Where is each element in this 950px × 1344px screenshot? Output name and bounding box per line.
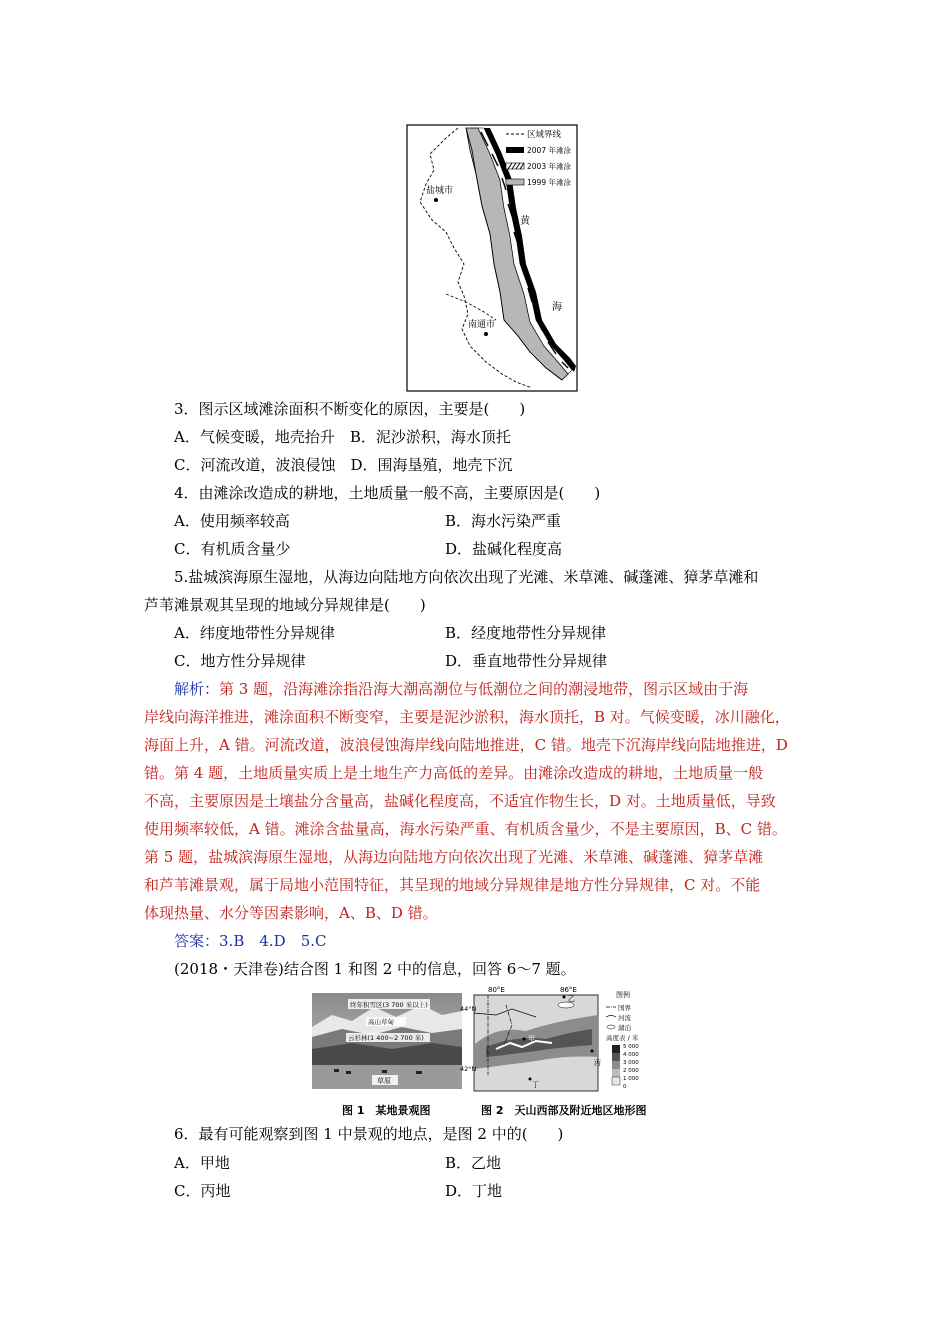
fig1-snow-label: 终年积雪区(3 700 米以上) [350, 1001, 428, 1009]
nantong-label: 南通市 [468, 320, 496, 330]
fig2-place-yi: 乙 [568, 995, 575, 1003]
answer-text: 3.B 4.D 5.C [219, 932, 327, 950]
svg-text:河流: 河流 [618, 1014, 631, 1022]
fig2-legend [606, 990, 639, 1090]
fig2-place-ding: 丁 [532, 1081, 539, 1089]
figure1-caption: 图 1 某地景观图 [342, 1104, 431, 1117]
svg-text:区域界线: 区域界线 [527, 130, 562, 140]
q6-option-b[interactable]: B．乙地 [445, 1154, 502, 1172]
fig2-lon-80: 80°E [488, 986, 505, 994]
huang-label: 黄 [520, 216, 530, 227]
hai-label: 海 [552, 302, 562, 313]
figure2-caption: 图 2 天山西部及附近地区地形图 [481, 1104, 647, 1117]
figure1-landscape-photo [312, 993, 462, 1089]
q5-stem-line2: 芦苇滩景观其呈现的地域分异规律是( ) [144, 596, 426, 614]
analysis-line-1: 解析：第 3 题，沿海滩涂指沿海大潮高潮位与低潮位之间的潮浸地带，图示区域由于海 [174, 680, 749, 698]
q4-stem: 4．由滩涂改造成的耕地，土地质量一般不高，主要原因是( ) [174, 484, 601, 502]
svg-text:1999 年滩涂: 1999 年滩涂 [527, 178, 571, 187]
figure2-terrain-map [460, 985, 658, 1095]
q6-option-a[interactable]: A．甲地 [174, 1154, 230, 1172]
q6-option-d[interactable]: D．丁地 [445, 1182, 503, 1200]
svg-text:高度表 / 米: 高度表 / 米 [606, 1034, 639, 1042]
analysis-line-6: 使用频率较低，A 错。滩涂含盐量高，海水污染严重、有机质含量少，不是主要原因，B、C 错。 [144, 820, 787, 838]
q3-options-cd[interactable]: C．河流改道，波浪侵蚀 D．围海垦殖，地壳下沉 [174, 456, 513, 474]
svg-text:4 000: 4 000 [623, 1052, 639, 1058]
svg-text:2 000: 2 000 [623, 1068, 639, 1074]
q6-stem: 6．最有可能观察到图 1 中景观的地点，是图 2 中的( ) [174, 1125, 564, 1143]
answer-label: 答案： [174, 932, 220, 950]
q6-option-c[interactable]: C．丙地 [174, 1182, 231, 1200]
q5-option-d[interactable]: D．垂直地带性分异规律 [445, 652, 608, 670]
fig1-meadow-label: 高山草甸 [368, 1018, 394, 1026]
analysis-line-2: 岸线向海洋推进，滩涂面积不断变窄，主要是泥沙淤积，海水顶托，B 对。气候变暖，冰川融化， [144, 708, 790, 726]
svg-text:5 000: 5 000 [623, 1044, 639, 1050]
q4-option-a[interactable]: A．使用频率较高 [174, 512, 290, 530]
answer-line [174, 931, 326, 951]
analysis-label: 解析： [174, 680, 220, 698]
yancheng-label: 盐城市 [426, 186, 454, 196]
fig1-spruce-label: 云杉林(1 400~2 700 米) [348, 1034, 424, 1042]
analysis-line-5: 不高，主要原因是土壤盐分含量高，盐碱化程度高，不适宜作物生长，D 对。土地质量低，导致 [144, 792, 776, 810]
q5-option-a[interactable]: A．纬度地带性分异规律 [174, 624, 335, 642]
fig2-place-bing: 丙 [594, 1059, 601, 1067]
q4-option-b[interactable]: B．海水污染严重 [445, 512, 562, 530]
fig2-place-jia: 甲 [528, 1035, 535, 1043]
svg-text:3 000: 3 000 [623, 1060, 639, 1066]
analysis-line-9: 体现热量、水分等因素影响，A、B、D 错。 [144, 904, 438, 922]
q5-stem-line1: 5.盐城滨海原生湿地，从海边向陆地方向依次出现了光滩、米草滩、碱蓬滩、獐茅草滩和 [174, 568, 759, 586]
q5-option-c[interactable]: C．地方性分异规律 [174, 652, 306, 670]
fig2-lon-86: 86°E [560, 986, 577, 994]
fig1-grassland-label: 草原 [377, 1077, 391, 1085]
analysis-line-3: 海面上升，A 错。河流改道，波浪侵蚀海岸线向陆地推进，C 错。地壳下沉海岸线向陆地推进，D [144, 736, 788, 754]
tidal-flat-map [406, 124, 578, 392]
q5-option-b[interactable]: B．经度地带性分异规律 [445, 624, 607, 642]
fig2-lat-44: 44°N [460, 1005, 477, 1013]
fig2-lat-42: 42°N [460, 1065, 477, 1073]
analysis-line-8: 和芦苇滩景观，属于局地小范围特征，其呈现的地域分异规律是地方性分异规律，C 对。不能 [144, 876, 761, 894]
q3-stem: 3．图示区域滩涂面积不断变化的原因，主要是( ) [174, 400, 526, 418]
svg-text:0: 0 [623, 1084, 627, 1090]
svg-text:2003 年滩涂: 2003 年滩涂 [527, 162, 571, 171]
q4-option-d[interactable]: D．盐碱化程度高 [445, 540, 563, 558]
svg-text:图例: 图例 [616, 991, 630, 999]
svg-text:2007 年滩涂: 2007 年滩涂 [527, 146, 571, 155]
analysis-line-4: 错。第 4 题，土地质量实质上是土地生产力高低的差异。由滩涂改造成的耕地，土地质量一般 [144, 764, 764, 782]
analysis-line-7: 第 5 题，盐城滨海原生湿地，从海边向陆地方向依次出现了光滩、米草滩、碱蓬滩、獐茅草滩 [144, 848, 764, 866]
svg-text:湖泊: 湖泊 [618, 1024, 631, 1032]
q3-options-ab[interactable]: A．气候变暖，地壳抬升 B．泥沙淤积，海水顶托 [174, 428, 511, 446]
q4-option-c[interactable]: C．有机质含量少 [174, 540, 291, 558]
svg-text:国界: 国界 [618, 1004, 631, 1012]
svg-text:1 000: 1 000 [623, 1076, 639, 1082]
question-intro: (2018・天津卷)结合图 1 和图 2 中的信息，回答 6～7 题。 [174, 960, 576, 978]
